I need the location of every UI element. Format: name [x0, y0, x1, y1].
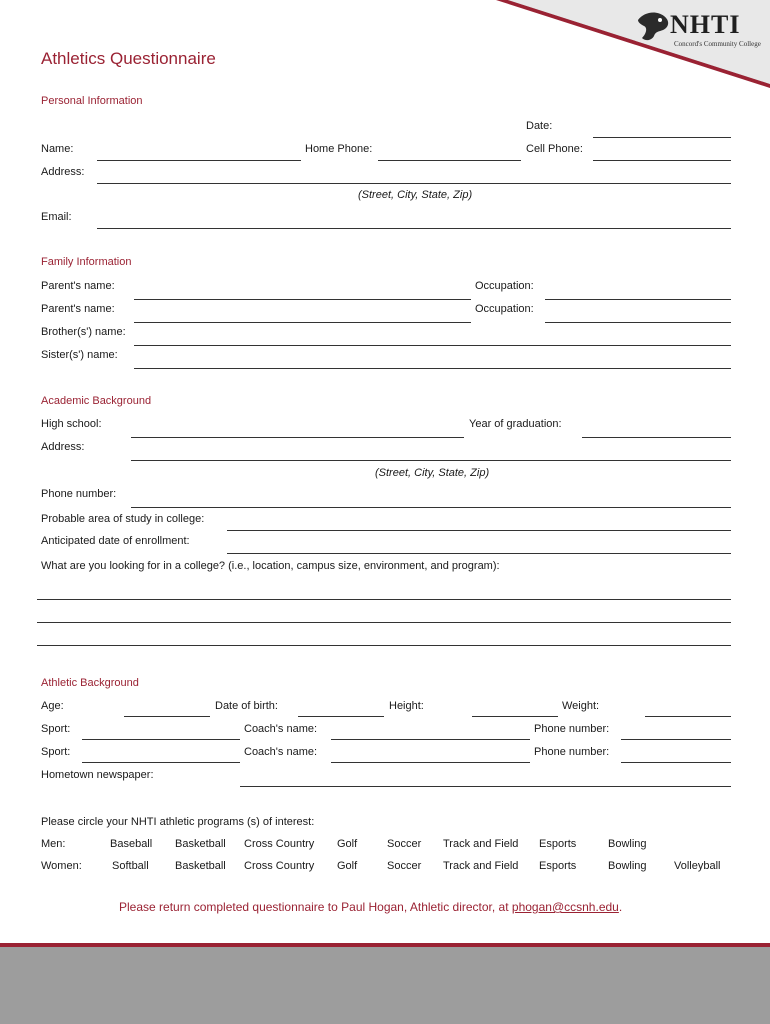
phone2-field[interactable] — [621, 762, 731, 763]
home-phone-field[interactable] — [378, 160, 521, 161]
address-field[interactable] — [97, 183, 731, 184]
sport2-label: Sport: — [41, 746, 71, 758]
address-hint: (Street, City, State, Zip) — [358, 189, 473, 201]
coach2-field[interactable] — [331, 762, 530, 763]
age-field[interactable] — [124, 716, 210, 717]
men-label: Men: — [41, 838, 66, 850]
academic-address-hint: (Street, City, State, Zip) — [375, 467, 490, 479]
program-women-7[interactable]: Bowling — [608, 860, 647, 872]
sport2-field[interactable] — [82, 762, 240, 763]
sport1-field[interactable] — [82, 739, 240, 740]
contact-email-link[interactable]: phogan@ccsnh.edu — [511, 900, 619, 914]
age-label: Age: — [41, 700, 64, 712]
return-note-period: . — [618, 900, 623, 914]
occupation1-label: Occupation: — [475, 280, 534, 292]
home-phone-label: Home Phone: — [305, 143, 373, 155]
occupation2-field[interactable] — [545, 322, 731, 323]
coach2-label: Coach's name: — [244, 746, 318, 758]
page-title: Athletics Questionnaire — [41, 49, 216, 68]
program-women-2[interactable]: Cross Country — [244, 860, 315, 872]
phone1-field[interactable] — [621, 739, 731, 740]
nhti-logo — [636, 8, 766, 48]
newspaper-field[interactable] — [240, 786, 731, 787]
height-label: Height: — [389, 700, 424, 712]
program-men-5[interactable]: Track and Field — [443, 838, 519, 850]
hawk-icon — [636, 10, 672, 44]
occupation2-label: Occupation: — [475, 303, 534, 315]
program-women-1[interactable]: Basketball — [175, 860, 226, 872]
address-label: Address: — [41, 166, 85, 178]
grad-year-label: Year of graduation: — [469, 418, 562, 430]
phone-number-field[interactable] — [131, 507, 731, 508]
coach1-label: Coach's name: — [244, 723, 318, 735]
section-heading-athletic: Athletic Background — [41, 677, 139, 689]
looking-for-field-3[interactable] — [37, 645, 731, 646]
brothers-label: Brother(s') name: — [41, 326, 126, 338]
return-note-text: Please return completed questionnaire to Paul Hogan, Athletic director, at — [119, 900, 512, 914]
section-heading-academic: Academic Background — [41, 395, 152, 407]
phone1-label: Phone number: — [534, 723, 610, 735]
footer-stripe — [0, 943, 770, 947]
high-school-field[interactable] — [131, 437, 464, 438]
program-men-0[interactable]: Baseball — [110, 838, 153, 850]
study-area-label: Probable area of study in college: — [41, 513, 205, 525]
sisters-label: Sister(s') name: — [41, 349, 118, 361]
program-women-4[interactable]: Soccer — [387, 860, 422, 872]
weight-label: Weight: — [562, 700, 600, 712]
section-heading-personal: Personal Information — [41, 95, 143, 107]
enrollment-date-label: Anticipated date of enrollment: — [41, 535, 190, 547]
program-women-5[interactable]: Track and Field — [443, 860, 519, 872]
parent2-label: Parent's name: — [41, 303, 115, 315]
program-women-6[interactable]: Esports — [539, 860, 577, 872]
name-field[interactable] — [97, 160, 301, 161]
height-field[interactable] — [472, 716, 558, 717]
cell-phone-field[interactable] — [593, 160, 731, 161]
programs-prompt: Please circle your NHTI athletic programs (s) of interest: — [41, 816, 315, 828]
phone2-label: Phone number: — [534, 746, 610, 758]
women-label: Women: — [41, 860, 82, 872]
program-men-1[interactable]: Basketball — [175, 838, 226, 850]
email-label: Email: — [41, 211, 72, 223]
name-label: Name: — [41, 143, 74, 155]
academic-address-label: Address: — [41, 441, 85, 453]
phone-number-label: Phone number: — [41, 488, 117, 500]
academic-address-field[interactable] — [131, 460, 731, 461]
brothers-field[interactable] — [134, 345, 731, 346]
dob-label: Date of birth: — [215, 700, 278, 712]
program-men-6[interactable]: Esports — [539, 838, 577, 850]
sisters-field[interactable] — [134, 368, 731, 369]
high-school-label: High school: — [41, 418, 102, 430]
program-men-4[interactable]: Soccer — [387, 838, 422, 850]
parent1-label: Parent's name: — [41, 280, 115, 292]
program-men-2[interactable]: Cross Country — [244, 838, 315, 850]
date-label: Date: — [526, 120, 553, 132]
occupation1-field[interactable] — [545, 299, 731, 300]
program-women-8[interactable]: Volleyball — [674, 860, 721, 872]
parent1-field[interactable] — [134, 299, 471, 300]
looking-for-label: What are you looking for in a college? (i.e., location, campus size, environment, and program): — [41, 560, 500, 572]
grad-year-field[interactable] — [582, 437, 731, 438]
footer-bar — [0, 944, 770, 1024]
program-men-7[interactable]: Bowling — [608, 838, 647, 850]
enrollment-date-field[interactable] — [227, 553, 731, 554]
logo-text: NHTI — [670, 10, 741, 39]
study-area-field[interactable] — [227, 530, 731, 531]
newspaper-label: Hometown newspaper: — [41, 769, 154, 781]
logo-subtext: Concord's Community College — [674, 40, 761, 48]
weight-field[interactable] — [645, 716, 731, 717]
program-women-3[interactable]: Golf — [337, 860, 358, 872]
program-women-0[interactable]: Softball — [112, 860, 149, 872]
return-note — [119, 900, 622, 914]
looking-for-field-1[interactable] — [37, 599, 731, 600]
looking-for-field-2[interactable] — [37, 622, 731, 623]
program-men-3[interactable]: Golf — [337, 838, 358, 850]
section-heading-family: Family Information — [41, 256, 132, 268]
cell-phone-label: Cell Phone: — [526, 143, 583, 155]
coach1-field[interactable] — [331, 739, 530, 740]
email-field[interactable] — [97, 228, 731, 229]
date-field[interactable] — [593, 137, 731, 138]
sport1-label: Sport: — [41, 723, 71, 735]
dob-field[interactable] — [298, 716, 384, 717]
parent2-field[interactable] — [134, 322, 471, 323]
